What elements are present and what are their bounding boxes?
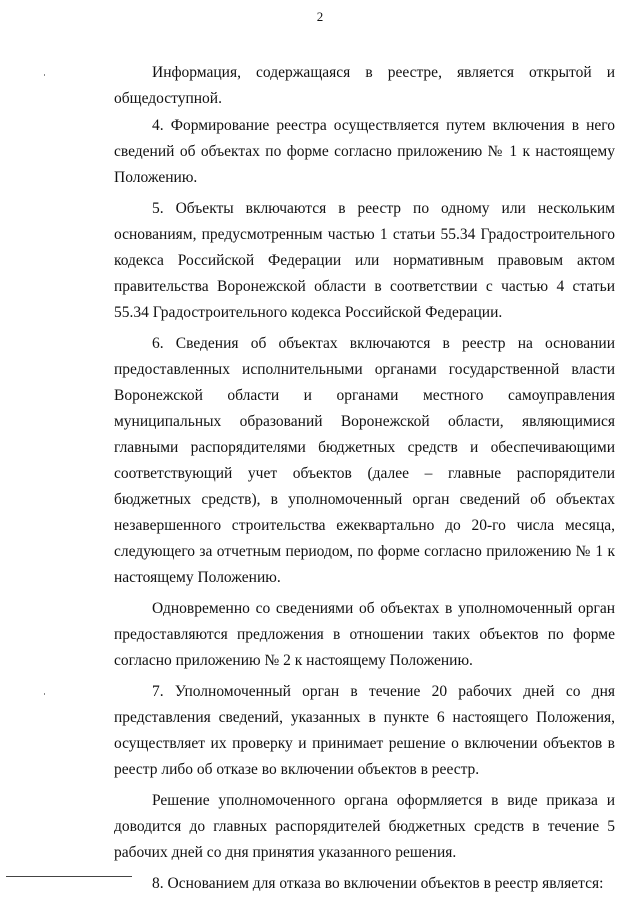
paragraph-item-4: 4. Формирование реестра осуществляется путем включения в него сведений об объектах по форме согласно приложению № 1 к настоящему Положению. xyxy=(114,117,615,186)
paragraph-item-5: 5. Объекты включаются в реестр по одному или нескольким основаниям, предусмотренным частью 1 статьи 55.34 Градостроительного кодекса Российской Федерации или нормативным правовым актом правительства Воронежской области в соответствии с частью 4 статьи 55.34 Градостроительного кодекса Российской Федерации. xyxy=(114,200,615,321)
paragraph-item-6-proposals: Одновременно со сведениями об объектах в уполномоченный орган предоставляются предложения в отношении таких объектов по форме согласно приложению № 2 к настоящему Положению. xyxy=(114,600,615,669)
paragraph-registry-open-info: Информация, содержащаяся в реестре, является открытой и общедоступной. xyxy=(114,64,615,107)
paragraph-item-7: 7. Уполномоченный орган в течение 20 рабочих дней со дня представления сведений, указанных в пункте 6 настоящего Положения, осуществляет их проверку и принимает решение о включении объектов в реестр либо об отказе во включении объектов в реестр. xyxy=(114,683,615,778)
document-body xyxy=(114,60,615,897)
paragraph-item-6: 6. Сведения об объектах включаются в реестр на основании предоставленных исполнительными органами государственной власти Воронежской области и органами местного самоуправления муниципальных образований Воронежской области, являющимися главными распорядителями бюджетных средств и обеспечивающими соответствующий учет объектов (далее – главные распорядители бюджетных средств), в уполномоченный орган сведений об объектах незавершенного строительства ежеквартально до 20-го числа месяца, следующего за отчетным периодом, по форме согласно приложению № 1 к настоящему Положению. xyxy=(114,335,615,586)
page-number: 2 xyxy=(316,9,324,24)
margin-mark xyxy=(44,74,45,76)
paragraph-item-7-decision: Решение уполномоченного органа оформляется в виде приказа и доводится до главных распорядителей бюджетных средств в течение 5 рабочих дней со дня принятия указанного решения. xyxy=(114,792,615,861)
footnote-divider xyxy=(6,876,132,877)
paragraph-item-8: 8. Основанием для отказа во включении объектов в реестр является: xyxy=(152,875,604,892)
margin-mark xyxy=(44,693,45,695)
